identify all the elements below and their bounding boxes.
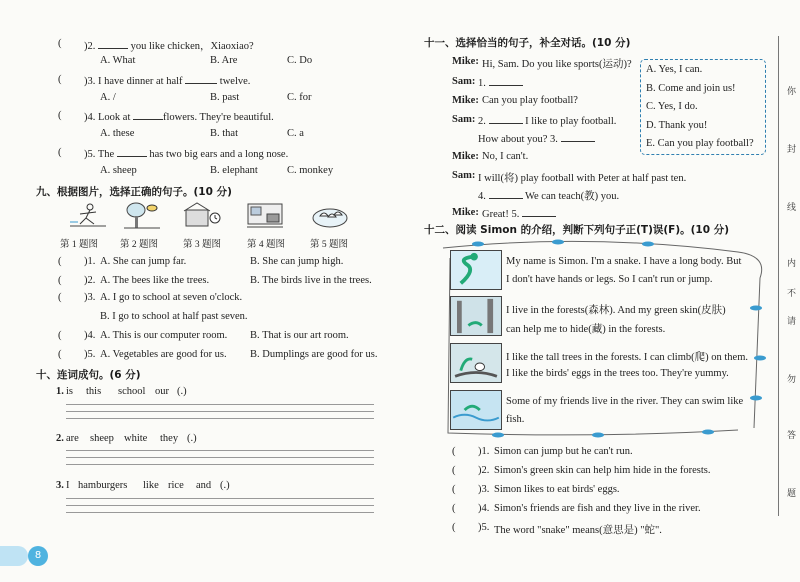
answer-blank[interactable]: [561, 132, 595, 142]
option-c: C. monkey: [287, 165, 334, 176]
question-3: )3. I have dinner at half twelve.: [84, 76, 251, 87]
page-number: 8: [28, 546, 48, 566]
seal-char: 答: [787, 431, 797, 441]
option-b: B. Are: [210, 55, 238, 66]
paren: (: [452, 522, 456, 533]
paren: (: [58, 38, 62, 49]
sec9-option-a: A. Vegetables are good for us.: [100, 349, 227, 360]
word: they: [160, 433, 179, 444]
option-e: E. Can you play football?: [646, 138, 754, 149]
tf-num: )4.: [478, 503, 490, 514]
paren: (: [58, 147, 62, 158]
snake-picture: [450, 250, 502, 290]
answer-blank[interactable]: [522, 207, 556, 217]
sec9-option-a: A. The bees like the trees.: [100, 275, 210, 286]
seal-char: 不: [787, 289, 797, 299]
caption-4: 第 4 题图: [247, 240, 286, 250]
answer-blank[interactable]: [133, 110, 163, 120]
option-b: B. past: [210, 92, 240, 103]
dialogue-line: Hi, Sam. Do you like sports(运动)?: [482, 59, 632, 70]
seal-char: 线: [787, 203, 797, 213]
sec9-option-b: B. I go to school at half past seven.: [100, 311, 248, 322]
speaker: Sam:: [452, 170, 476, 181]
writing-line[interactable]: [66, 512, 374, 513]
tf-statement: Simon can jump but he can't run.: [494, 446, 633, 457]
word: rice: [168, 480, 184, 491]
school-clock-picture: [182, 200, 222, 230]
option-a: A. Yes, I can.: [646, 64, 703, 75]
option-c: C. for: [287, 92, 312, 103]
tf-statement: Simon's green skin can help him hide in the forests.: [494, 465, 711, 476]
dumplings-picture: [310, 200, 350, 230]
writing-line[interactable]: [66, 411, 374, 412]
dialogue-line: I will(将) play football with Peter at half past ten.: [478, 173, 687, 184]
option-b: B. Come and join us!: [646, 83, 736, 94]
binding-line: [778, 36, 779, 516]
forest-picture: [450, 296, 502, 336]
option-b: B. elephant: [210, 165, 258, 176]
sec10-num-2: 2.: [56, 433, 64, 444]
tf-statement: Simon likes to eat birds' eggs.: [494, 484, 620, 495]
sec10-num-1: 1.: [56, 386, 64, 397]
dialogue-line: Can you play football?: [482, 95, 578, 106]
dialogue-line: No, I can't.: [482, 151, 529, 162]
option-c: C. Do: [287, 55, 313, 66]
section-11-title: 十一、选择恰当的句子，补全对话。(10 分): [424, 37, 631, 49]
word: like: [143, 480, 159, 491]
speaker: Mike:: [452, 95, 479, 106]
bees-trees-picture: [122, 200, 162, 230]
page-tab: [0, 546, 28, 566]
tf-num: )1.: [478, 446, 490, 457]
paren: (: [58, 275, 62, 286]
passage-line: My name is Simon. I'm a snake. I have a long body. But: [506, 256, 742, 267]
speaker: Mike:: [452, 207, 479, 218]
paren: (: [58, 110, 62, 121]
question-5: )5. The has two big ears and a long nose.: [84, 149, 289, 160]
section-12-title: 十二、阅读 Simon 的介绍，判断下列句子正(T)误(F)。(10 分): [424, 224, 729, 236]
question-2: )2. you like chicken，Xiaoxiao?: [84, 41, 254, 52]
tf-statement: The word "snake" means(意思是) "蛇".: [494, 525, 662, 536]
option-b: B. that: [210, 128, 238, 139]
word: I: [66, 480, 70, 491]
paren: (: [452, 484, 456, 495]
passage-line: can help me to hide(藏) in the forests.: [506, 324, 666, 335]
seal-char: 勿: [787, 375, 797, 385]
passage-line: fish.: [506, 414, 525, 425]
sec9-num-1: )1.: [84, 256, 96, 267]
paren: (: [58, 74, 62, 85]
question-4: )4. Look at flowers. They're beautiful.: [84, 112, 274, 123]
paren: (: [58, 349, 62, 360]
section-10-title: 十、连词成句。(6 分): [36, 369, 141, 381]
word: hamburgers: [78, 480, 128, 491]
sec9-num-4: )4.: [84, 330, 96, 341]
paren: (: [58, 256, 62, 267]
option-c: C. a: [287, 128, 304, 139]
caption-3: 第 3 题图: [183, 240, 222, 250]
seal-char: 内: [787, 259, 797, 269]
option-a: A. sheep: [100, 165, 137, 176]
word: sheep: [90, 433, 114, 444]
option-d: D. Thank you!: [646, 120, 708, 131]
caption-1: 第 1 题图: [60, 240, 99, 250]
dialogue-line: 1.: [478, 76, 523, 89]
writing-line[interactable]: [66, 505, 374, 506]
paren: (: [452, 503, 456, 514]
dialogue-line: 4. We can teach(教) you.: [478, 191, 620, 202]
river-picture: [450, 390, 502, 430]
option-c: C. Yes, I do.: [646, 101, 698, 112]
passage-line: I like the birds' eggs in the trees too. They're yummy.: [506, 368, 729, 379]
sec9-option-b: B. Dumplings are good for us.: [250, 349, 378, 360]
tree-eggs-picture: [450, 343, 502, 383]
word: (.): [177, 386, 187, 397]
seal-char: 题: [787, 489, 797, 499]
dialogue-line: Great! 5.: [482, 207, 556, 220]
option-a: A. What: [100, 55, 136, 66]
word: school: [118, 386, 146, 397]
speaker: Mike:: [452, 151, 479, 162]
sec9-option-a: A. She can jump far.: [100, 256, 187, 267]
seal-char: 封: [787, 145, 797, 155]
paren: (: [58, 330, 62, 341]
word: our: [155, 386, 169, 397]
speaker: Sam:: [452, 76, 476, 87]
sec9-num-3: )3.: [84, 292, 96, 303]
writing-line[interactable]: [66, 464, 374, 465]
sec10-num-3: 3.: [56, 480, 64, 491]
seal-char: 请: [787, 317, 797, 327]
word: (.): [220, 480, 230, 491]
writing-line[interactable]: [66, 498, 374, 499]
speaker: Mike:: [452, 56, 479, 67]
writing-line[interactable]: [66, 404, 374, 405]
answer-blank[interactable]: [489, 189, 523, 199]
sec9-option-a: A. I go to school at seven o'clock.: [100, 292, 243, 303]
word: this: [86, 386, 102, 397]
speaker: Sam:: [452, 114, 476, 125]
runner-picture: [68, 200, 108, 230]
passage-line: I live in the forests(森林). And my green skin(皮肤): [506, 305, 726, 316]
sec9-option-b: B. That is our art room.: [250, 330, 349, 341]
word: (.): [187, 433, 197, 444]
answer-blank[interactable]: [98, 39, 128, 49]
caption-5: 第 5 题图: [310, 240, 349, 250]
paren: (: [452, 446, 456, 457]
paren: (: [58, 292, 62, 303]
writing-line[interactable]: [66, 450, 374, 451]
answer-blank[interactable]: [489, 114, 523, 124]
section-9-title: 九、根据图片，选择正确的句子。(10 分): [36, 186, 232, 198]
tf-statement: Simon's friends are fish and they live in the river.: [494, 503, 701, 514]
sec9-num-2: )2.: [84, 275, 96, 286]
seal-char: 你: [787, 87, 797, 97]
sec9-option-b: B. She can jump high.: [250, 256, 344, 267]
answer-blank[interactable]: [489, 76, 523, 86]
tf-num: )3.: [478, 484, 490, 495]
writing-line[interactable]: [66, 418, 374, 419]
option-a: A. these: [100, 128, 135, 139]
dialogue-line: 2. I like to play football.: [478, 116, 617, 127]
word: and: [196, 480, 212, 491]
sec9-option-b: B. The birds live in the trees.: [250, 275, 372, 286]
dialogue-line: How about you? 3.: [478, 132, 595, 145]
caption-2: 第 2 题图: [120, 240, 159, 250]
sec9-option-a: A. This is our computer room.: [100, 330, 228, 341]
paren: (: [452, 465, 456, 476]
passage-line: I don't have hands or legs. So I can't run or jump.: [506, 274, 713, 285]
passage-line: Some of my friends live in the river. They can swim like: [506, 396, 744, 407]
option-a: A. /: [100, 92, 116, 103]
word: are: [66, 433, 79, 444]
answer-blank[interactable]: [117, 147, 147, 157]
tf-num: )2.: [478, 465, 490, 476]
word: is: [66, 386, 74, 397]
art-room-picture: [245, 200, 285, 230]
word: white: [124, 433, 148, 444]
writing-line[interactable]: [66, 457, 374, 458]
tf-num: )5.: [478, 522, 490, 533]
sec9-num-5: )5.: [84, 349, 96, 360]
answer-blank[interactable]: [185, 74, 217, 84]
passage-line: I like the tall trees in the forests. I can climb(爬) on them.: [506, 352, 749, 363]
